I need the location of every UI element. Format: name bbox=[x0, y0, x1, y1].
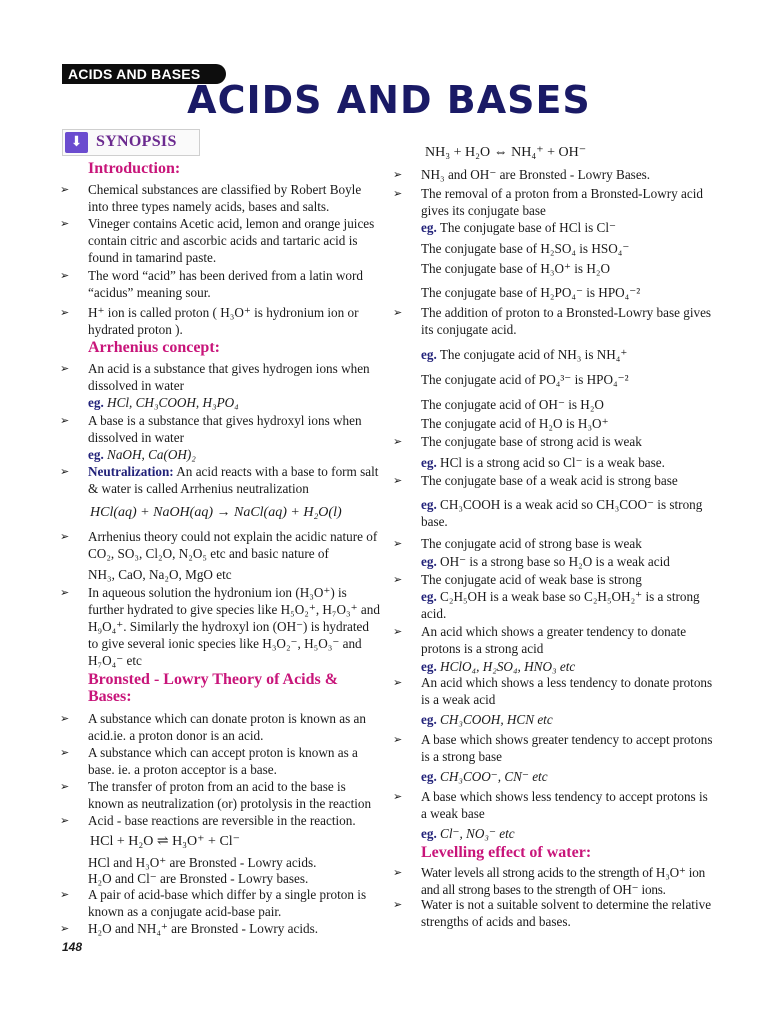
bullet-icon: ➢ bbox=[60, 712, 70, 725]
example-line: The conjugate base of H₃O⁺ is H₂O bbox=[421, 261, 611, 276]
bullet-icon: ➢ bbox=[393, 435, 403, 448]
bullet-icon: ➢ bbox=[60, 465, 70, 478]
example-line: eg. The conjugate base of HCl is Cl⁻ bbox=[421, 220, 616, 235]
bullet-icon: ➢ bbox=[60, 814, 70, 827]
bullet-icon: ➢ bbox=[60, 414, 70, 427]
list-item: ➢ Vineger contains Acetic acid, lemon and orange juices contain citric and ascorbic acids and tartaric acid is found in tamarind paste. bbox=[60, 216, 375, 265]
list-item: ➢ The addition of proton to a Bronsted-Lowry base gives its conjugate acid. bbox=[393, 305, 712, 337]
example-line: eg. Cl⁻, NO₃⁻ etc bbox=[421, 826, 515, 841]
example-line: eg. HClO₄, H₂SO₄, HNO₃ etc bbox=[421, 659, 576, 674]
bullet-icon: ➢ bbox=[393, 537, 403, 550]
page-number: 148 bbox=[62, 940, 83, 954]
arrow-down-icon: ⬇ bbox=[65, 132, 88, 153]
list-item: ➢ H⁺ ion is called proton ( H₃O⁺ is hydronium ion or hydrated proton ). bbox=[60, 305, 359, 337]
bullet-icon: ➢ bbox=[393, 187, 403, 200]
bullet-icon: ➢ bbox=[60, 922, 70, 935]
bullet-icon: ➢ bbox=[393, 474, 403, 487]
bullet-icon: ➢ bbox=[393, 573, 403, 586]
list-item: ➢ The conjugate base of a weak acid is strong base bbox=[393, 473, 678, 488]
example-line: eg. HCl, CH₃COOH, H₃PO₄ bbox=[88, 395, 239, 410]
bullet-icon: ➢ bbox=[393, 898, 403, 911]
note-line: H₂O and Cl⁻ are Bronsted - Lowry bases. bbox=[88, 871, 309, 886]
list-item: ➢ A substance which can accept proton is known as a base. ie. a proton acceptor is a base. bbox=[60, 745, 358, 777]
list-item: ➢ An acid which shows a less tendency to donate protons is a weak acid bbox=[393, 675, 713, 707]
list-item: ➢ The transfer of proton from an acid to the base is known as neutralization (or) protolysis in the reaction bbox=[60, 779, 372, 811]
list-item: ➢ In aqueous solution the hydronium ion (H₃O⁺) is further hydrated to give species like H₅O₂⁺, H₇O₃⁺ and H₉O₄⁺. Similarly the hydroxyl ion (OH⁻) is hydrated to give several ionic species like H₃O₂⁻, H₅O₃⁻ and H₇O₄⁻ etc bbox=[60, 585, 380, 668]
list-item: ➢ The word “acid” has been derived from a latin word “acidus” meaning sour. bbox=[60, 268, 363, 300]
bullet-icon: ➢ bbox=[60, 586, 70, 599]
bullet-icon: ➢ bbox=[393, 625, 403, 638]
bullet-icon: ➢ bbox=[60, 269, 70, 282]
bullet-icon: ➢ bbox=[60, 780, 70, 793]
example-line: eg. The conjugate acid of NH₃ is NH₄⁺ bbox=[421, 347, 628, 362]
example-line: The conjugate acid of OH⁻ is H₂O bbox=[421, 397, 604, 412]
neutralization-equation: HCl(aq) + NaOH(aq) → NaCl(aq) + H₂O(l) bbox=[90, 505, 342, 520]
example-line: The conjugate base of H₂PO₄⁻ is HPO₄⁻² bbox=[421, 285, 641, 300]
bullet-icon: ➢ bbox=[60, 362, 70, 375]
synopsis-badge bbox=[62, 129, 200, 156]
list-item: ➢ A base which shows greater tendency to accept protons is a strong base bbox=[393, 732, 713, 764]
list-item: ➢ A base is a substance that gives hydroxyl ions when dissolved in water bbox=[60, 413, 362, 445]
list-item: ➢ Neutralization: An acid reacts with a base to form salt & water is called Arrhenius neutralization bbox=[60, 464, 379, 496]
example-line: eg. CH₃COOH is a weak acid so CH₃COO⁻ is strong base. bbox=[421, 497, 703, 529]
bullet-icon: ➢ bbox=[60, 306, 70, 319]
ammonia-equation: NH₃ + H₂O ⇔ NH₄⁺ + OH⁻ bbox=[425, 145, 587, 160]
example-line: eg. CH₃COOH, HCN etc bbox=[421, 712, 553, 727]
example-line: The conjugate acid of PO₄³⁻ is HPO₄⁻² bbox=[421, 372, 629, 387]
list-item: ➢ Acid - base reactions are reversible in the reaction. bbox=[60, 813, 356, 828]
list-item: ➢ Chemical substances are classified by Robert Boyle into three types namely acids, bases and salts. bbox=[60, 182, 362, 214]
list-item: ➢ A pair of acid-base which differ by a single proton is known as a conjugate acid-base pair. bbox=[60, 887, 367, 919]
list-item: ➢ The conjugate base of strong acid is weak bbox=[393, 434, 642, 449]
example-line: The conjugate base of H₂SO₄ is HSO₄⁻ bbox=[421, 241, 630, 256]
list-item: ➢ The conjugate acid of strong base is weak bbox=[393, 536, 642, 551]
arrhenius-heading: Arrhenius concept: bbox=[88, 339, 220, 356]
list-item: ➢ Arrhenius theory could not explain the acidic nature of CO₂, SO₃, Cl₂O, N₂O₅ etc and basic nature of bbox=[60, 529, 378, 561]
example-line: eg. HCl is a strong acid so Cl⁻ is a weak base. bbox=[421, 455, 665, 470]
chapter-tag: ACIDS AND BASES bbox=[62, 64, 226, 84]
bullet-icon: ➢ bbox=[393, 733, 403, 746]
list-item: ➢ An acid which shows a greater tendency to donate protons is a strong acid bbox=[393, 624, 687, 656]
example-line: The conjugate acid of H₂O is H₃O⁺ bbox=[421, 416, 609, 431]
bullet-icon: ➢ bbox=[60, 746, 70, 759]
bullet-icon: ➢ bbox=[393, 790, 403, 803]
bullet-icon: ➢ bbox=[393, 168, 403, 181]
bullet-icon: ➢ bbox=[60, 183, 70, 196]
list-item: ➢ The conjugate acid of weak base is strong bbox=[393, 572, 642, 587]
bronsted-equation: HCl + H₂O ⇌ H₃O⁺ + Cl⁻ bbox=[90, 834, 241, 849]
bullet-icon: ➢ bbox=[393, 306, 403, 319]
list-item: ➢ Water levels all strong acids to the strength of H₃O⁺ ion and all strong bases to the strength of OH⁻ ions. bbox=[393, 865, 706, 897]
example-line: eg. NaOH, Ca(OH)₂ bbox=[88, 447, 196, 462]
bullet-icon: ➢ bbox=[60, 888, 70, 901]
example-line: eg. OH⁻ is a strong base so H₂O is a weak acid bbox=[421, 554, 670, 569]
list-item: ➢ NH₃ and OH⁻ are Bronsted - Lowry Bases. bbox=[393, 167, 651, 182]
page-title: ACIDS AND BASES bbox=[187, 78, 591, 122]
bronsted-heading: Bronsted - Lowry Theory of Acids & Bases: bbox=[88, 671, 339, 705]
synopsis-label: SYNOPSIS bbox=[96, 133, 177, 150]
list-item: ➢ Water is not a suitable solvent to determine the relative strengths of acids and bases. bbox=[393, 897, 712, 929]
bullet-icon: ➢ bbox=[393, 866, 403, 879]
bullet-icon: ➢ bbox=[60, 530, 70, 543]
continuation-line: NH₃, CaO, Na₂O, MgO etc bbox=[88, 567, 232, 582]
intro-heading: Introduction: bbox=[88, 160, 181, 177]
list-item: ➢ A substance which can donate proton is known as an acid.ie. a proton donor is an acid. bbox=[60, 711, 366, 743]
note-line: HCl and H₃O⁺ are Bronsted - Lowry acids. bbox=[88, 855, 317, 870]
bullet-icon: ➢ bbox=[393, 676, 403, 689]
example-line: eg. CH₃COO⁻, CN⁻ etc bbox=[421, 769, 548, 784]
example-line: eg. C₂H₅OH is a weak base so C₂H₅OH₂⁺ is a strong acid. bbox=[421, 589, 700, 621]
list-item: ➢ The removal of a proton from a Bronsted-Lowry acid gives its conjugate base bbox=[393, 186, 703, 218]
list-item: ➢ H₂O and NH₄⁺ are Bronsted - Lowry acids. bbox=[60, 921, 319, 936]
bullet-icon: ➢ bbox=[60, 217, 70, 230]
levelling-heading: Levelling effect of water: bbox=[421, 844, 592, 861]
list-item: ➢ An acid is a substance that gives hydrogen ions when dissolved in water bbox=[60, 361, 370, 393]
list-item: ➢ A base which shows less tendency to accept protons is a weak base bbox=[393, 789, 708, 821]
